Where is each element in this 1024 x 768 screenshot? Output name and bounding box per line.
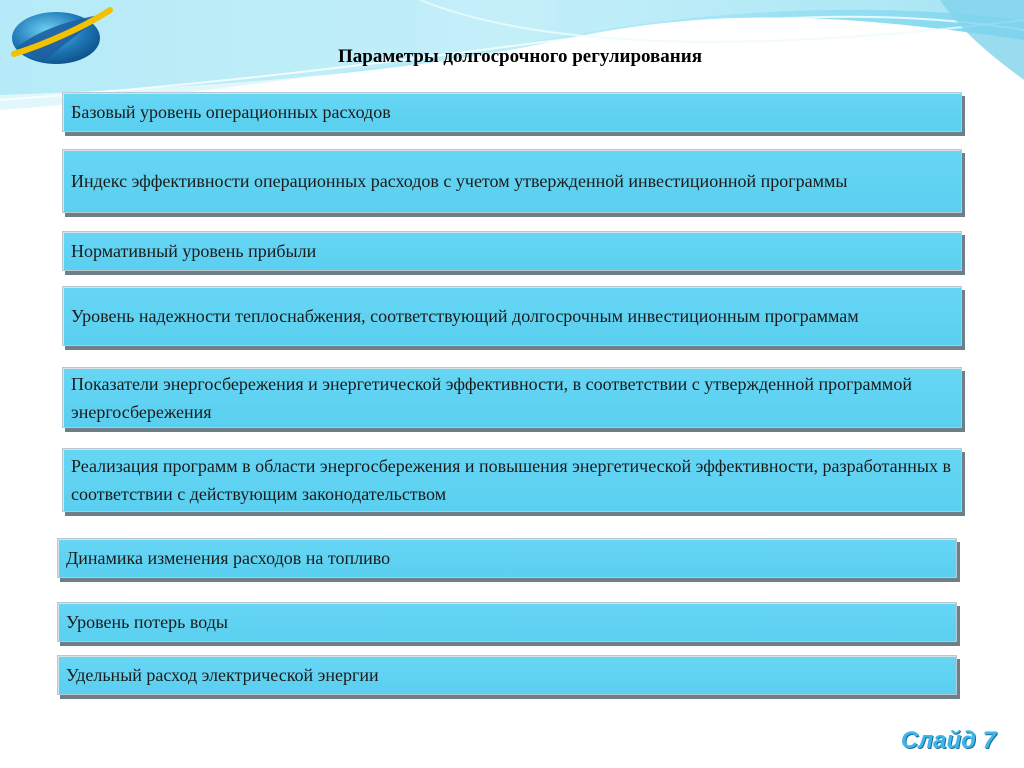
page-title: Параметры долгосрочного регулирования	[338, 46, 702, 67]
parameter-box-3: Нормативный уровень прибыли	[62, 231, 962, 271]
parameter-box-5: Показатели энергосбережения и энергетической эффективности, в соответствии с утвержденной программой энергосбережения	[62, 367, 962, 428]
parameter-box-6: Реализация программ в области энергосбережения и повышения энергетической эффективности, разработанных в соответствии с действующим законодательством	[62, 448, 962, 512]
slide-number: Слайд 7	[900, 727, 996, 754]
parameter-box-1: Базовый уровень операционных расходов	[62, 92, 962, 132]
company-logo	[6, 4, 114, 68]
parameter-box-9: Удельный расход электрической энергии	[57, 655, 957, 695]
parameter-box-7: Динамика изменения расходов на топливо	[57, 538, 957, 578]
parameter-box-4: Уровень надежности теплоснабжения, соответствующий долгосрочным инвестиционным программам	[62, 286, 962, 346]
parameter-box-2: Индекс эффективности операционных расходов с учетом утвержденной инвестиционной программы	[62, 149, 962, 213]
parameter-box-8: Уровень потерь воды	[57, 602, 957, 642]
